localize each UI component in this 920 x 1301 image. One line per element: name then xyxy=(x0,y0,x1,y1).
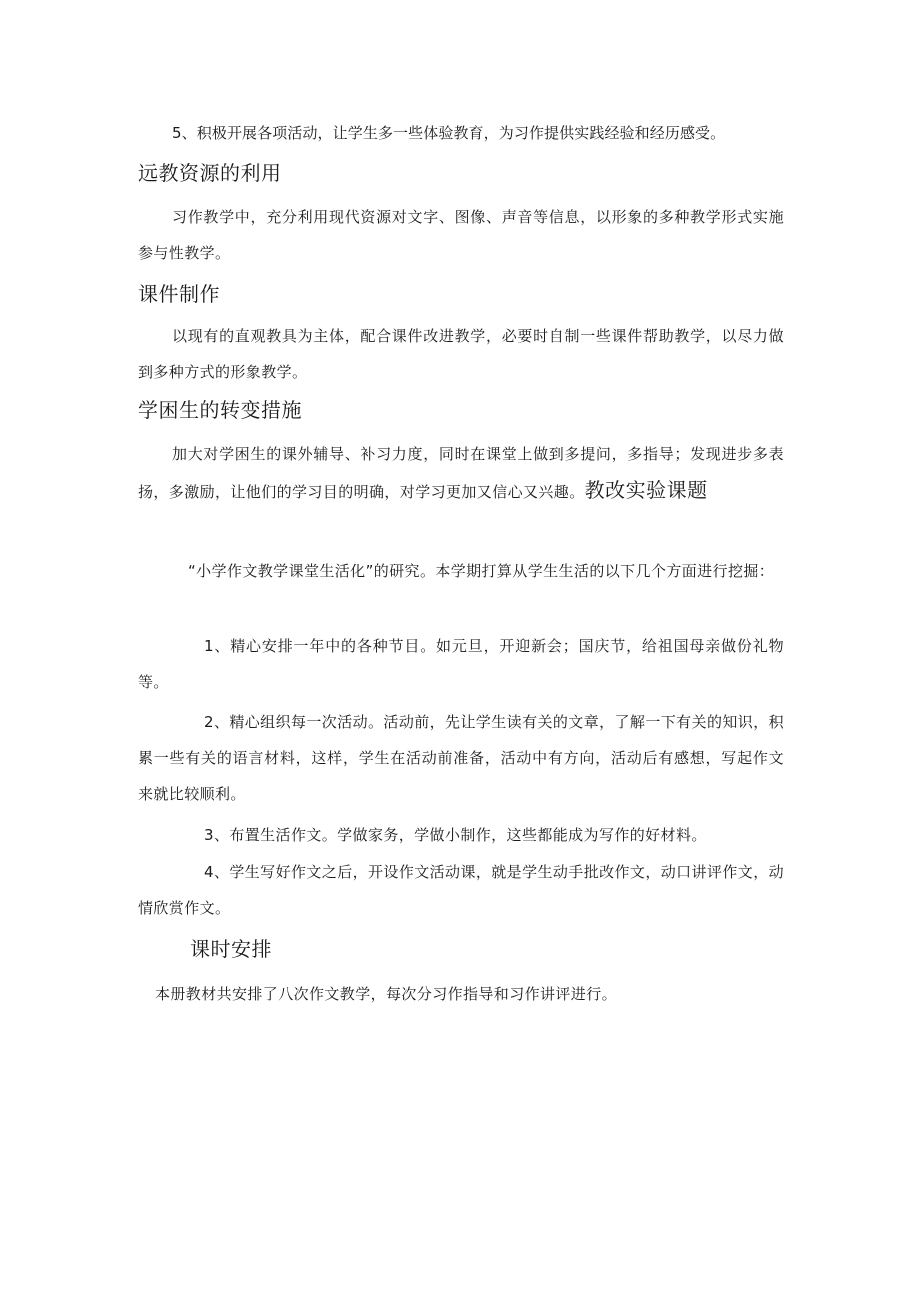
heading-reform-topic: 教改实验课题 xyxy=(584,478,708,502)
heading-class-schedule: 课时安排 xyxy=(190,937,272,961)
heading-remote-resources: 远教资源的利用 xyxy=(138,161,282,185)
reform-item-3: 3、布置生活作文。学做家务，学做小制作，这些都能成为写作的好材料。 xyxy=(204,826,707,844)
para-struggling-students xyxy=(138,436,784,510)
reform-item-2: 2、精心组织每一次活动。活动前，先让学生读有关的文章，了解一下有关的知识，积累一些有关的语言材料，这样，学生在活动前准备，活动中有方向，活动后有感想，写起作文来就比较顺利。 xyxy=(138,713,784,803)
heading-struggling-students: 学困生的转变措施 xyxy=(138,398,302,422)
para-courseware: 以现有的直观教具为主体，配合课件改进教学，必要时自制一些课件帮助教学，以尽力做到多种方式的形象教学。 xyxy=(138,327,784,381)
item-5-text: 5、积极开展各项活动，让学生多一些体验教育，为习作提供实践经验和经历感受。 xyxy=(172,124,726,142)
para-struggling-text: 加大对学困生的课外辅导、补习力度，同时在课堂上做到多提问，多指导；发现进步多表扬，多激励，让他们的学习目的明确，对学习更加又信心又兴趣。 xyxy=(138,445,784,501)
para-remote-resources: 习作教学中，充分利用现代资源对文字、图像、声音等信息，以形象的多种教学形式实施参与性教学。 xyxy=(138,208,784,262)
para-class-schedule: 本册教材共安排了八次作文教学，每次分习作指导和习作讲评进行。 xyxy=(155,985,618,1003)
para-reform-intro: “小学作文教学课堂生活化”的研究。本学期打算从学生生活的以下几个方面进行挖掘： xyxy=(188,562,775,580)
reform-item-1: 1、精心安排一年中的各种节目。如元旦，开迎新会；国庆节，给祖国母亲做份礼物等。 xyxy=(138,637,784,691)
heading-courseware: 课件制作 xyxy=(138,282,220,306)
reform-item-4: 4、学生写好作文之后，开设作文活动课，就是学生动手批改作文，动口讲评作文，动情欣赏作文。 xyxy=(138,863,784,917)
